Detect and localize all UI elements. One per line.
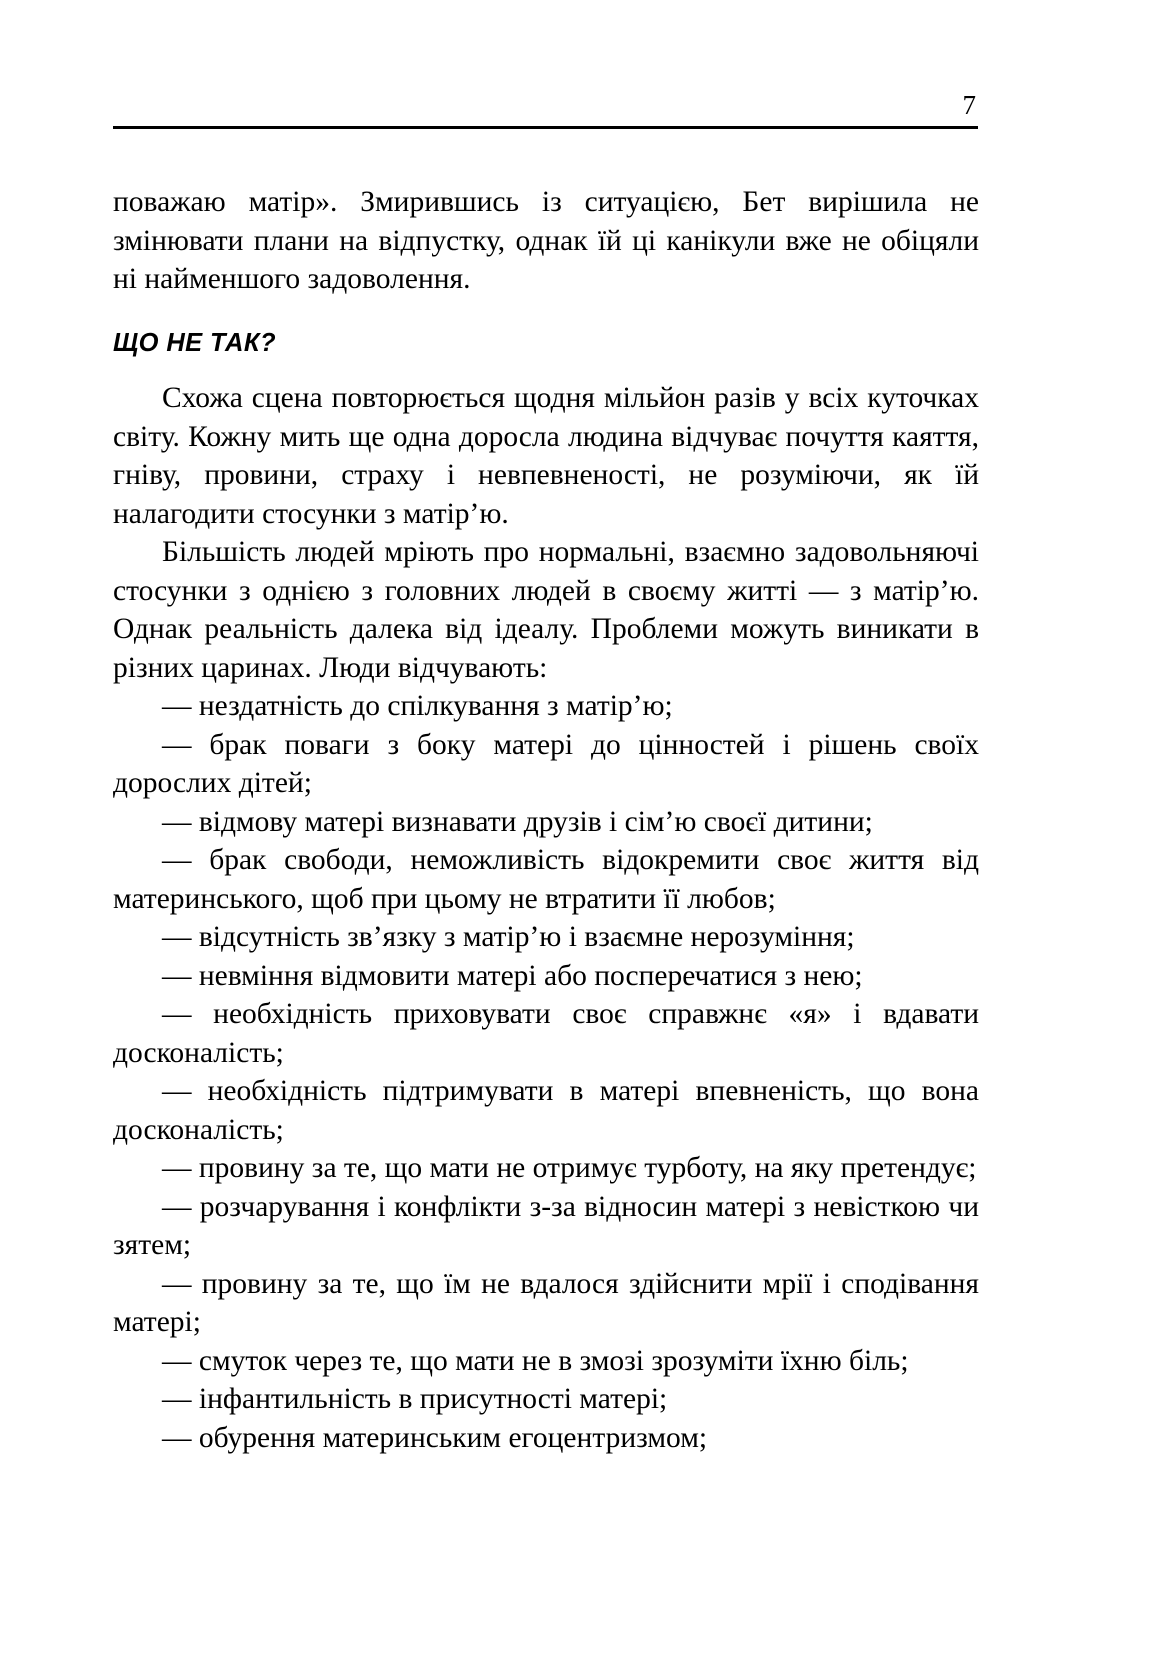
list-item: — відсутність зв’язку з матір’ю і взаємне нерозуміння; <box>162 921 855 954</box>
paragraph-2: Більшість людей мріють про нормальні, взаємно задовольняючі стосунки з однією з головних людей в своєму житті — з матір’ю. Однак реальність далека від ідеалу. Проблеми можуть виникати в різних царинах. Люди відчувають: <box>113 536 979 684</box>
header-rule <box>113 126 978 129</box>
section-heading: ЩО НЕ ТАК? <box>113 328 276 357</box>
list-item: — обурення материнським егоцентризмом; <box>162 1421 708 1454</box>
list-item: — розчарування і конфлікти з-за відносин матері з невісткою чи зятем; <box>113 1190 979 1262</box>
running-head <box>113 92 978 137</box>
list-item: — необхідність приховувати своє справжнє «я» і вдавати досконалість; <box>113 998 979 1069</box>
list-item: — провину за те, що їм не вдалося здійснити мрії і сподівання матері; <box>113 1267 979 1339</box>
list-item: — відмову матері визнавати друзів і сім’ю своєї дитини; <box>162 805 873 838</box>
list-item: — брак поваги з боку матері до цінностей і рішень своїх дорослих дітей; <box>113 728 979 800</box>
list-item: — нездатність до спілкування з матір’ю; <box>162 690 673 723</box>
list-item: — брак свободи, неможливість відокремити своє життя від материнського, щоб при цьому не втратити її любов; <box>113 844 979 915</box>
continued-paragraph: поважаю матір». Змирившись із ситуацією, Бет вирішила не змінювати плани на відпустку, однак їй ці канікули вже не обіцяли ні найменшого задоволення. <box>113 186 979 295</box>
page-number: 7 <box>962 90 976 120</box>
list-item: — провину за те, що мати не отримує турботу, на яку претендує; <box>162 1152 977 1185</box>
problems-list <box>113 687 979 1457</box>
text-block <box>113 183 979 1457</box>
list-item: — інфантильність в присутності матері; <box>162 1383 668 1416</box>
list-item: — смуток через те, що мати не в змозі зрозуміти їхню біль; <box>162 1344 909 1377</box>
list-item: — невміння відмовити матері або посперечатися з нею; <box>162 959 863 992</box>
paragraph-1: Схожа сцена повторюється щодня мільйон разів у всіх куточках світу. Кожну мить ще одна доросла людина відчуває почуття каяття, гніву, провини, страху і невпевненості, не розуміючи, як їй налагодити стосунки з матір’ю. <box>113 382 979 530</box>
list-item: — необхідність підтримувати в матері впевненість, що вона досконалість; <box>113 1075 979 1146</box>
